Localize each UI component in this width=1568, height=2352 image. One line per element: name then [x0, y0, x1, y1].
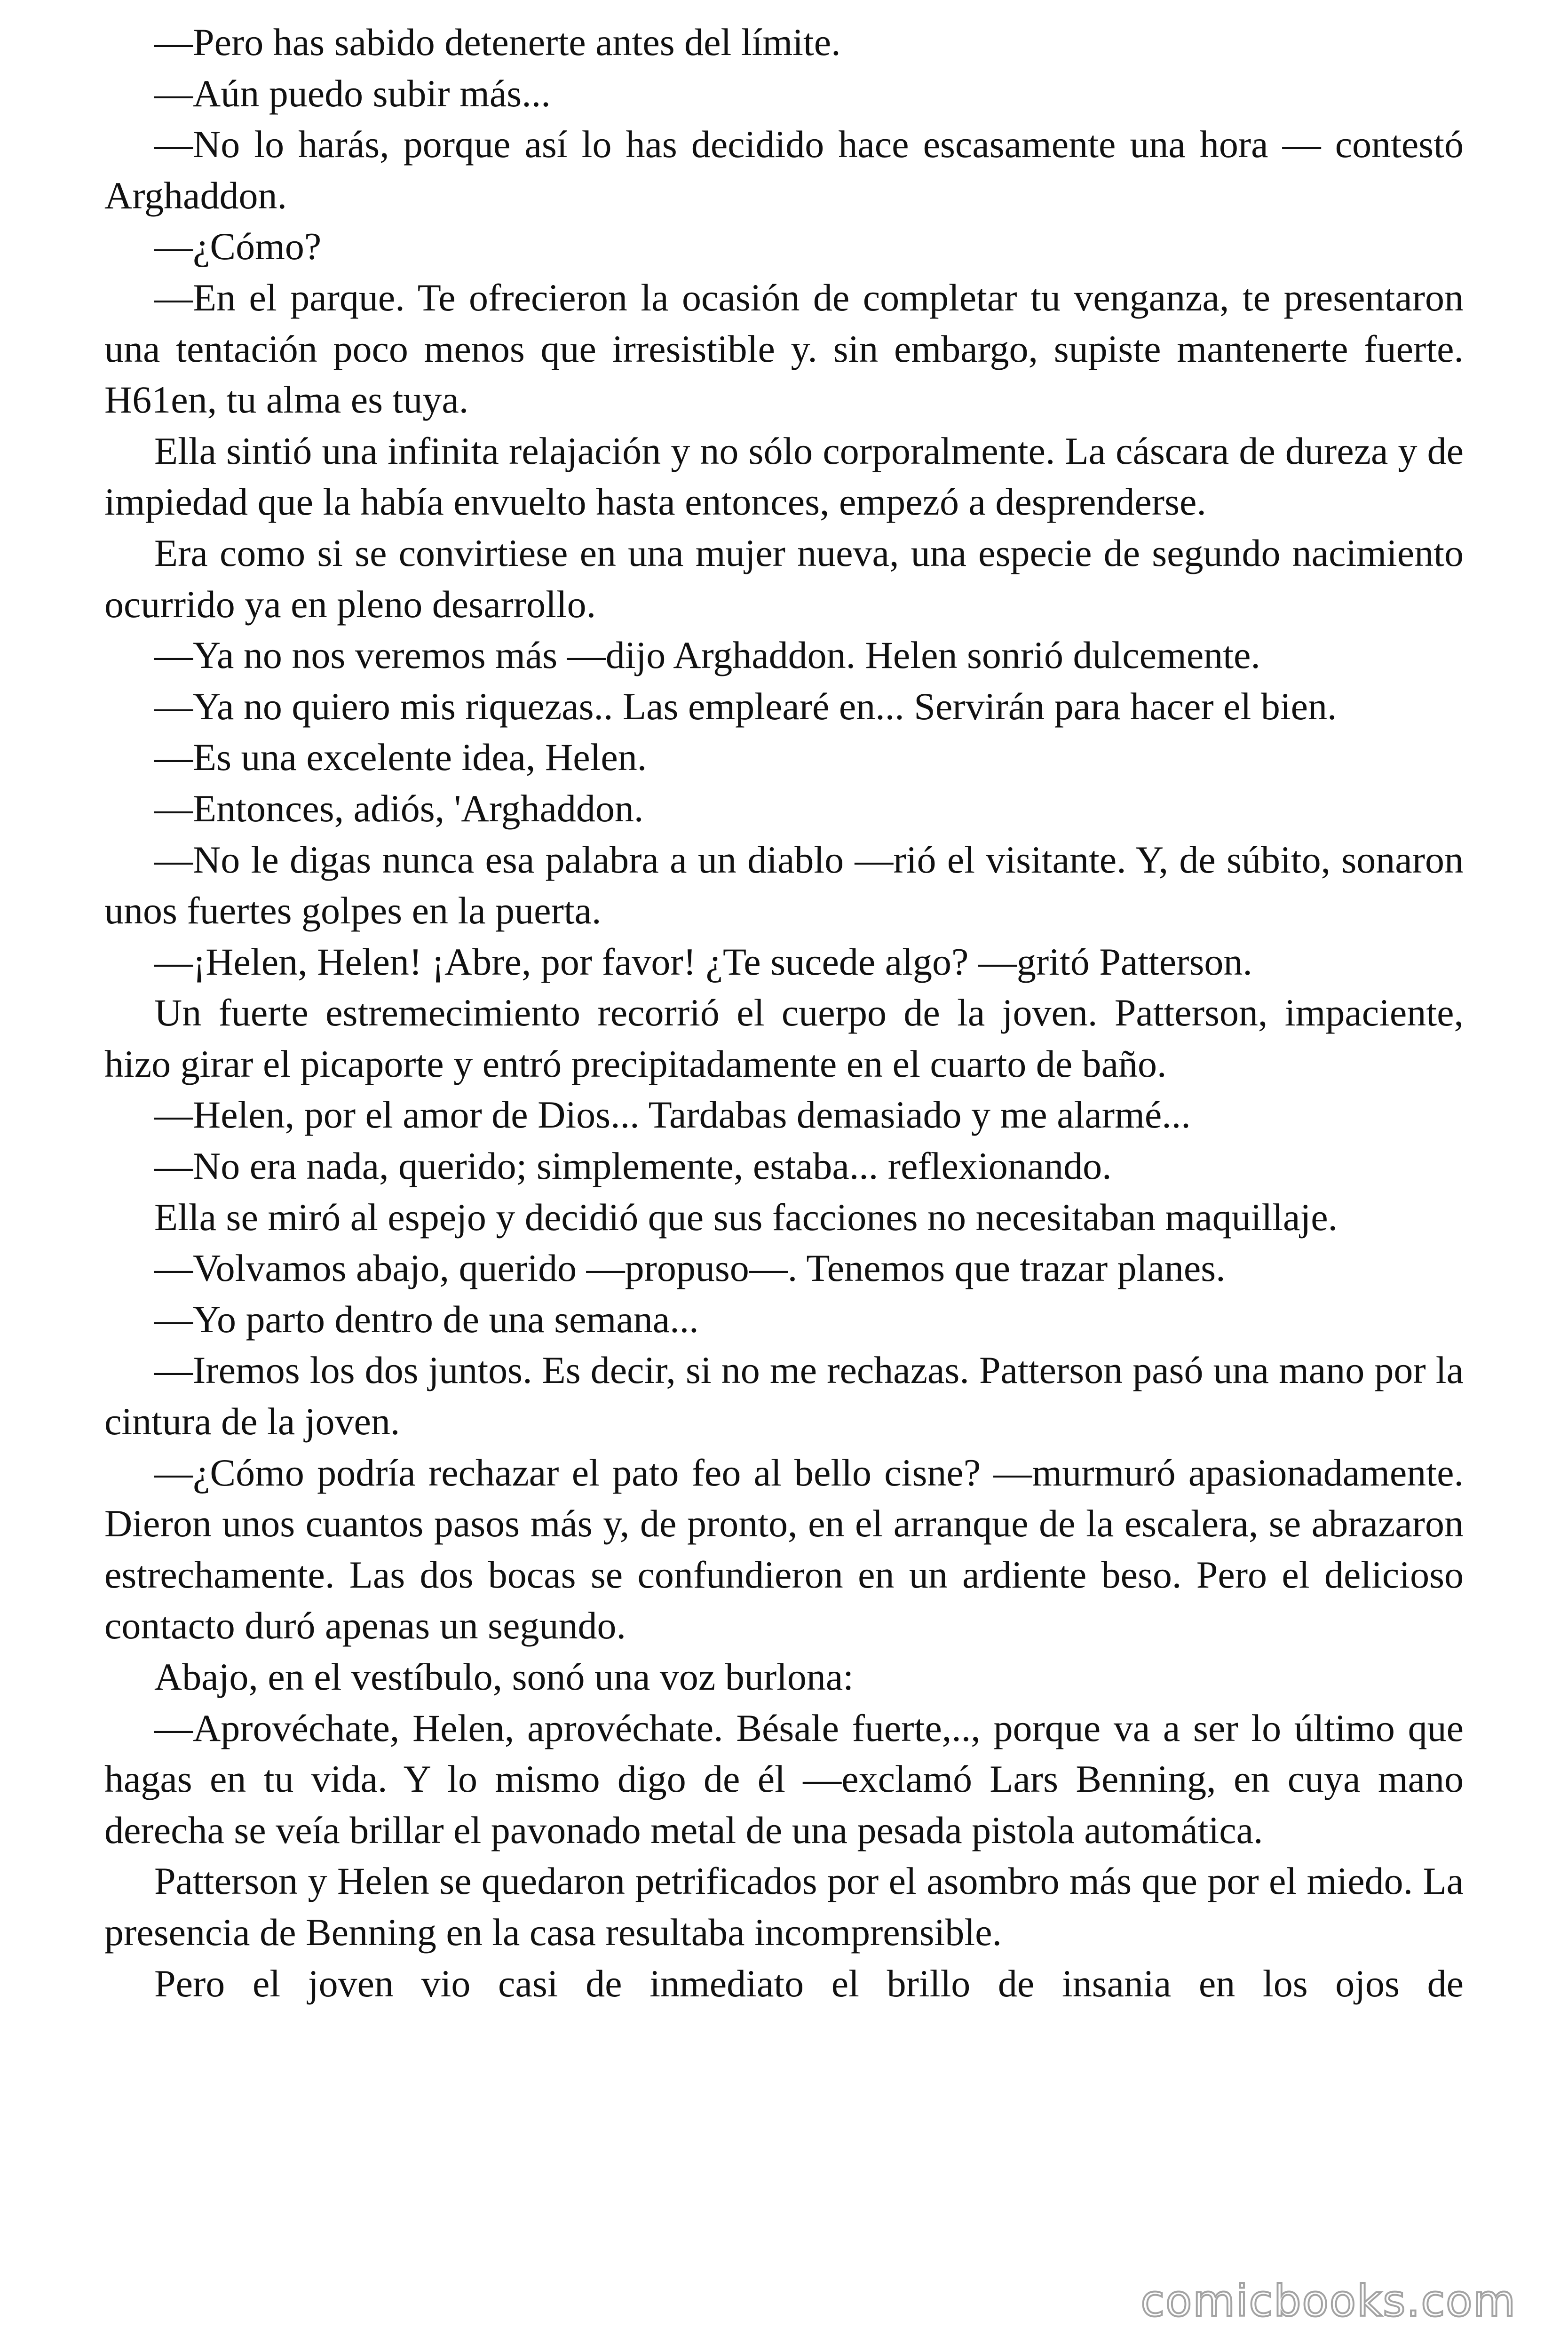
paragraph: —No era nada, querido; simplemente, estaba... reflexionando.	[154, 1144, 1112, 1188]
paragraph: —Helen, por el amor de Dios... Tardabas demasiado y me alarmé...	[154, 1093, 1191, 1136]
body-text	[104, 17, 1464, 2009]
paragraph: Ella se miró al espejo y decidió que sus facciones no necesitaban maquillaje.	[154, 1195, 1338, 1239]
paragraph: —¿Cómo?	[154, 225, 322, 268]
watermark: comicbooks.com	[1140, 2276, 1516, 2326]
paragraph: Era como si se convirtiese en una mujer nueva, una especie de segundo nacimiento ocurrido ya en pleno desarrollo.	[104, 531, 1464, 626]
paragraph: —Volvamos abajo, querido —propuso—. Tenemos que trazar planes.	[154, 1247, 1226, 1290]
paragraph: —Ya no nos veremos más —dijo Arghaddon. Helen sonrió dulcemente.	[154, 634, 1260, 677]
paragraph: Patterson y Helen se quedaron petrificados por el asombro más que por el miedo. La presencia de Benning en la casa resultaba incomprensible.	[104, 1859, 1464, 1954]
paragraph: —Aún puedo subir más...	[154, 72, 551, 115]
paragraph: —Es una excelente idea, Helen.	[154, 736, 647, 779]
paragraph: —Pero has sabido detenerte antes del límite.	[154, 21, 841, 64]
paragraph: Ella sintió una infinita relajación y no sólo corporalmente. La cáscara de dureza y de impiedad que la había envuelto hasta entonces, empezó a desprenderse.	[104, 429, 1464, 524]
paragraph: —Aprovéchate, Helen, aprovéchate. Bésale fuerte,.., porque va a ser lo último que hagas en tu vida. Y lo mismo digo de él —exclamó Lars Benning, en cuya mano derecha se veía brillar el pavonado metal de una pesada pistola automática.	[104, 1706, 1464, 1851]
paragraph: —¡Helen, Helen! ¡Abre, por favor! ¿Te sucede algo? —gritó Patterson.	[154, 940, 1252, 983]
paragraph: Abajo, en el vestíbulo, sonó una voz burlona:	[154, 1655, 854, 1698]
paragraph: Un fuerte estremecimiento recorrió el cuerpo de la joven. Patterson, impaciente, hizo girar el picaporte y entró precipitadamente en el cuarto de baño.	[104, 991, 1464, 1085]
paragraph: —Ya no quiero mis riquezas.. Las emplearé en... Servirán para hacer el bien.	[154, 684, 1337, 728]
paragraph-continued: Pero el joven vio casi de inmediato el brillo de insania en los ojos de	[154, 1962, 1464, 2005]
paragraph: —¿Cómo podría rechazar el pato feo al bello cisne? —murmuró apasionadamente. Dieron unos cuantos pasos más y, de pronto, en el arranque de la escalera, se abrazaron estrechamente. Las dos bocas se confundieron en un ardiente beso. Pero el delicioso contacto duró apenas un segundo.	[104, 1451, 1464, 1647]
paragraph: —Iremos los dos juntos. Es decir, si no me rechazas. Patterson pasó una mano por la cintura de la joven.	[104, 1349, 1464, 1443]
paragraph: —Entonces, adiós, 'Arghaddon.	[154, 787, 644, 830]
paragraph: —No le digas nunca esa palabra a un diablo —rió el visitante. Y, de súbito, sonaron unos fuertes golpes en la puerta.	[104, 838, 1464, 932]
paragraph: —No lo harás, porque así lo has decidido hace escasamente una hora — contestó Arghaddon.	[104, 123, 1464, 217]
paragraph: —En el parque. Te ofrecieron la ocasión de completar tu venganza, te presentaron una tentación poco menos que irresistible y. sin embargo, supiste mantenerte fuerte. H61en, tu alma es tuya.	[104, 276, 1464, 421]
paragraph: —Yo parto dentro de una semana...	[154, 1297, 699, 1341]
